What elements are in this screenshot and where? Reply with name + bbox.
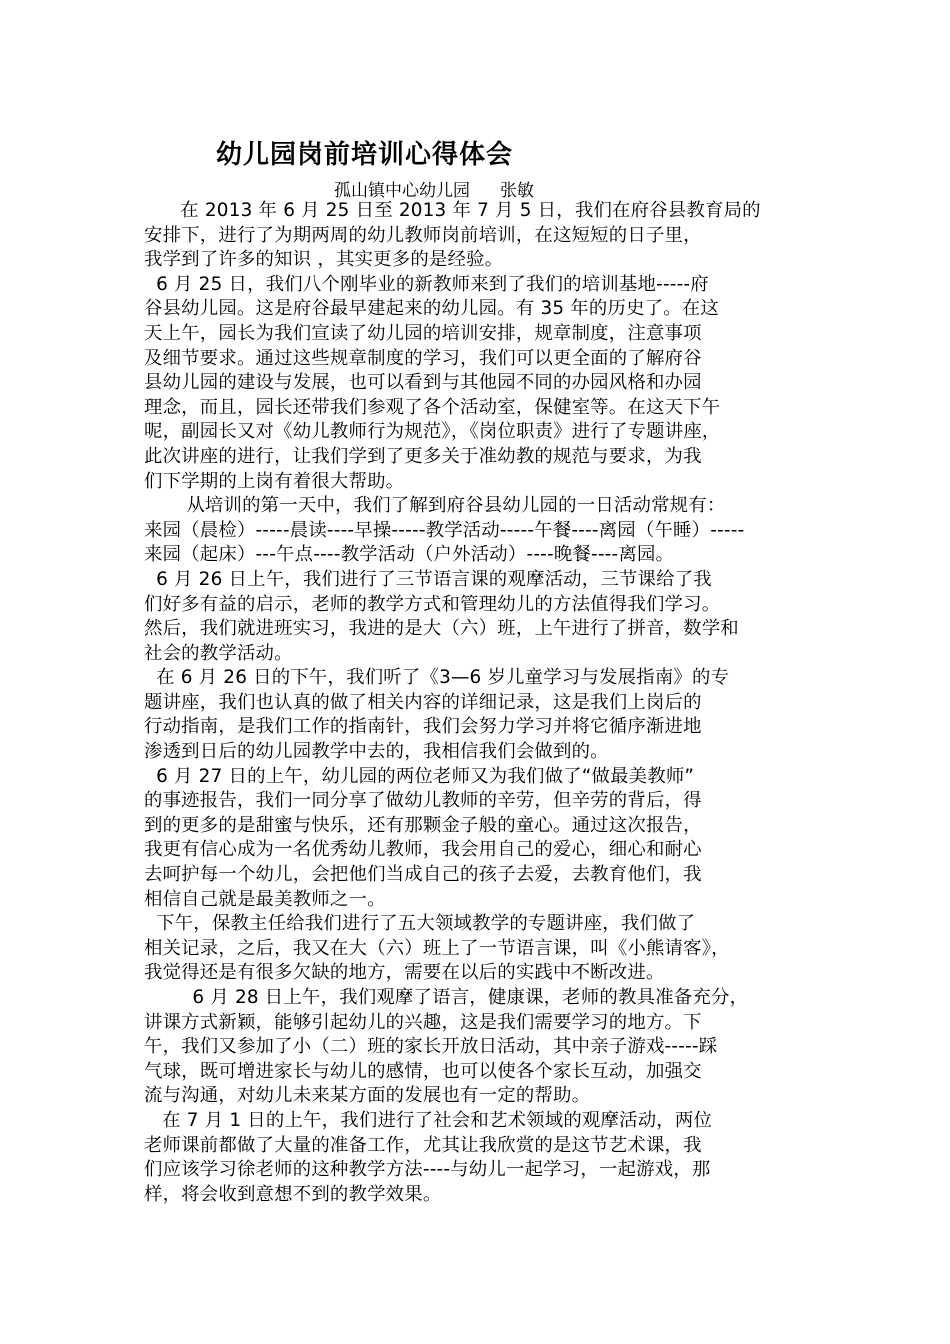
text-line: 们应该学习徐老师的这种教学方法----与幼儿一起学习，一起游戏，那 (144, 1159, 711, 1181)
text-line: 呢，副园长又对《幼儿教师行为规范》，《岗位职责》进行了专题讲座， (144, 421, 721, 443)
text-line: 6 月 27 日的上午，幼儿园的两位老师又为我们做了“做最美教师” (144, 765, 695, 787)
text-line: 天上午，园长为我们宣读了幼儿园的培训安排，规章制度，注意事项 (144, 322, 702, 344)
text-line: 社会的教学活动。 (144, 642, 293, 664)
text-line: 安排下，进行了为期两周的幼儿教师岗前培训，在这短短的日子里， (144, 224, 702, 246)
text-line: 行动指南，是我们工作的指南针，我们会努力学习并将它循序渐进地 (144, 716, 702, 738)
text-line: 的事迹报告，我们一同分享了做幼儿教师的辛劳，但辛劳的背后，得 (144, 790, 702, 812)
text-line: 来园（起床）---午点----教学活动（户外活动）----晚餐----离园。 (144, 544, 675, 566)
document-title: 幼儿园岗前培训心得体会 (216, 140, 514, 170)
text-line: 讲课方式新颖，能够引起幼儿的兴趣，这是我们需要学习的地方。下 (144, 1011, 702, 1033)
text-line: 老师课前都做了大量的准备工作，尤其让我欣赏的是这节艺术课，我 (144, 1134, 702, 1156)
text-line: 渗透到日后的幼儿园教学中去的，我相信我们会做到的。 (144, 741, 609, 763)
text-line: 我更有信心成为一名优秀幼儿教师，我会用自己的爱心，细心和耐心 (144, 839, 702, 861)
text-line: 在 6 月 26 日的下午，我们听了《3—6 岁儿童学习与发展指南》的专 (144, 667, 730, 689)
text-line: 到的更多的是甜蜜与快乐，还有那颗金子般的童心。通过这次报告， (144, 814, 702, 836)
text-line: 去呵护每一个幼儿，会把他们当成自己的孩子去爱，去教育他们，我 (144, 864, 702, 886)
text-line: 县幼儿园的建设与发展，也可以看到与其他园不同的办园风格和办园 (144, 372, 702, 394)
text-line: 我学到了许多的知识 ，其实更多的是经验。 (144, 249, 504, 271)
organization-name: 孤山镇中心幼儿园 (334, 181, 470, 201)
text-line: 们下学期的上岗有着很大帮助。 (144, 470, 405, 492)
text-line: 下午，保教主任给我们进行了五大领域教学的专题讲座，我们做了 (144, 913, 696, 935)
text-line: 理念，而且，园长还带我们参观了各个活动室，保健室等。在这天下午 (144, 396, 721, 418)
text-line: 在 7 月 1 日的上午，我们进行了社会和艺术领域的观摩活动，两位 (144, 1109, 713, 1131)
text-line: 们好多有益的启示，老师的教学方式和管理幼儿的方法值得我们学习。 (144, 593, 721, 615)
author-name: 张敏 (500, 181, 534, 201)
text-line: 午，我们又参加了小（二）班的家长开放日活动，其中亲子游戏-----踩 (144, 1036, 718, 1058)
text-line: 在 2013 年 6 月 25 日至 2013 年 7 月 5 日，我们在府谷县教育局的 (144, 200, 761, 221)
text-line: 6 月 28 日上午，我们观摩了语言，健康课，老师的教具准备充分， (144, 987, 749, 1008)
text-line: 及细节要求。通过这些规章制度的学习，我们可以更全面的了解府谷 (144, 347, 702, 369)
text-line: 气球，既可增进家长与幼儿的感情，也可以使各个家长互动，加强交 (144, 1060, 702, 1082)
text-line: 我觉得还是有很多欠缺的地方，需要在以后的实践中不断改进。 (144, 962, 665, 984)
text-line: 来园（晨检）-----晨读----早操-----教学活动-----午餐----离园（午睡）----- (144, 519, 745, 541)
body-text (144, 199, 814, 1207)
byline (334, 176, 534, 201)
text-line: 谷县幼儿园。这是府谷最早建起来的幼儿园。有 35 年的历史了。在这 (144, 298, 720, 320)
text-line: 从培训的第一天中，我们了解到府谷县幼儿园的一日活动常规有： (144, 495, 726, 517)
text-line: 题讲座，我们也认真的做了相关内容的详细记录，这是我们上岗后的 (144, 691, 702, 713)
text-line: 样，将会收到意想不到的教学效果。 (144, 1183, 442, 1205)
text-line: 6 月 25 日，我们八个刚毕业的新教师来到了我们的培训基地-----府 (144, 273, 709, 295)
text-line: 此次讲座的进行，让我们学到了更多关于准幼教的规范与要求，为我 (144, 445, 702, 467)
text-line: 相信自己就是最美教师之一。 (144, 888, 386, 910)
text-line: 6 月 26 日上午，我们进行了三节语言课的观摩活动，三节课给了我 (144, 568, 712, 590)
text-line: 相关记录，之后，我又在大（六）班上了一节语言课，叫《小熊请客》， (144, 937, 730, 959)
text-line: 然后，我们就进班实习，我进的是大（六）班，上午进行了拼音，数学和 (144, 618, 739, 640)
text-line: 流与沟通，对幼儿未来某方面的发展也有一定的帮助。 (144, 1085, 591, 1107)
